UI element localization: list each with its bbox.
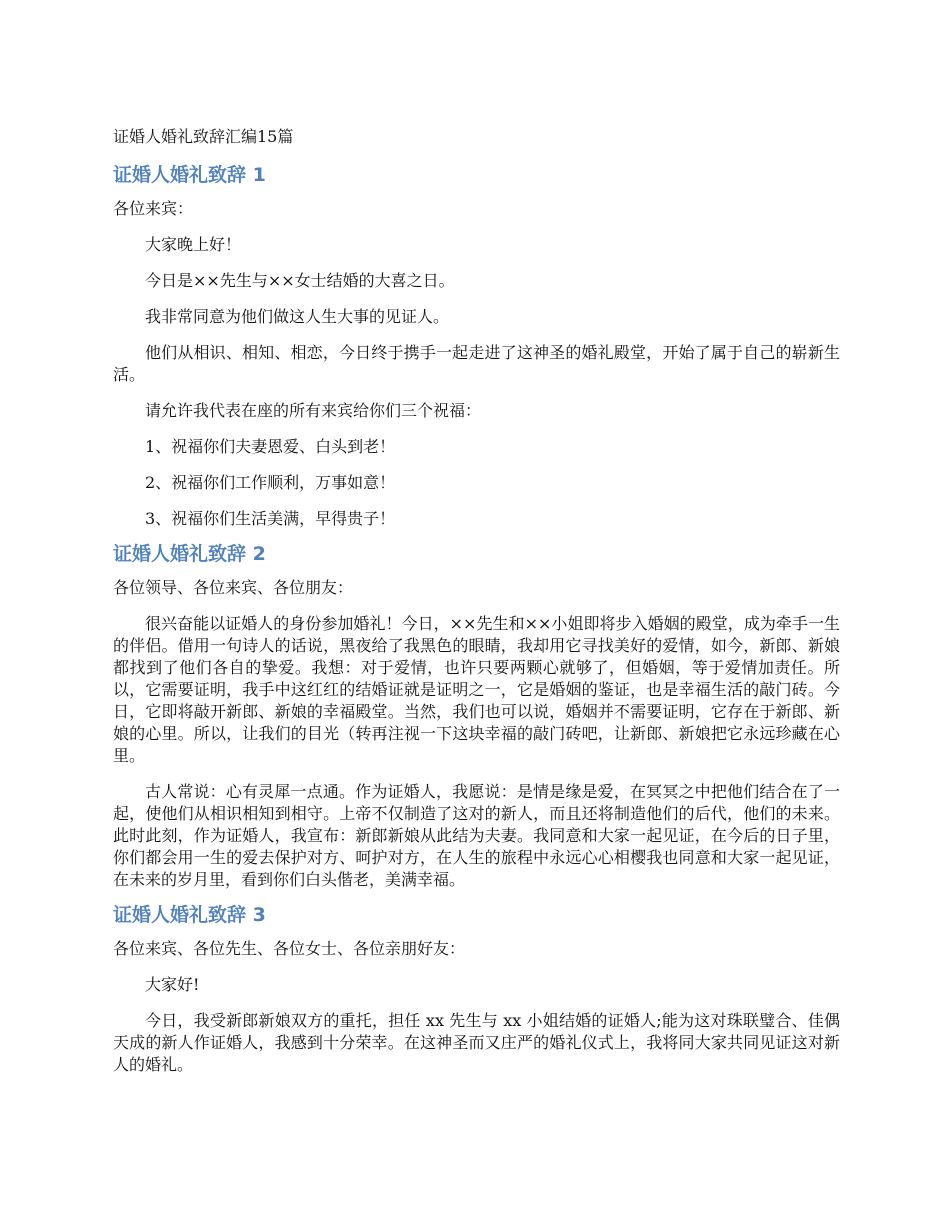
section-2 [113, 540, 840, 891]
document-title: 证婚人婚礼致辞汇编15篇 [113, 127, 294, 146]
salutation: 各位来宾： [113, 199, 194, 218]
paragraph: 他们从相识、相知、相恋，今日终于携手一起走进了这神圣的婚礼殿堂，开始了属于自己的崭新生活。 [113, 343, 840, 384]
section-1 [113, 161, 840, 530]
salutation: 各位来宾、各位先生、各位女士、各位亲朋好友： [113, 939, 466, 958]
blessing-item: 1、祝福你们夫妻恩爱、白头到老！ [145, 437, 396, 456]
section-3 [113, 901, 840, 1076]
paragraph: 很兴奋能以证婚人的身份参加婚礼！今日，××先生和××小姐即将步入婚姻的殿堂，成为牵手一生的伴侣。借用一句诗人的话说，黑夜给了我黑色的眼睛，我却用它寻找美好的爱情，如今，新郎、新娘都找到了他们各自的挚爱。我想：对于爱情，也许只要两颗心就够了，但婚姻，等于爱情加责任。所以，它需要证明，我手中这红红的结婚证就是证明之一，它是婚姻的鉴证，也是幸福生活的敲门砖。今日，它即将敲开新郎、新娘的幸福殿堂。当然，我们也可以说，婚姻并不需要证明，它存在于新郎、新娘的心里。所以，让我们的目光（转再注视一下这块幸福的敲门砖吧，让新郎、新娘把它永远珍藏在心里。 [113, 614, 840, 765]
section-heading: 证婚人婚礼致辞 3 [113, 904, 266, 926]
paragraph: 大家好! [145, 975, 200, 994]
paragraph: 今日，我受新郎新娘双方的重托，担任 xx 先生与 xx 小姐结婚的证婚人;能为这对珠联璧合、佳偶天成的新人作证婚人，我感到十分荣幸。在这神圣而又庄严的婚礼仪式上，我将同大家共同见证这对新人的婚礼。 [113, 1011, 840, 1074]
blessing-item: 3、祝福你们生活美满，早得贵子！ [145, 509, 396, 528]
section-heading: 证婚人婚礼致辞 1 [113, 164, 266, 186]
paragraph: 请允许我代表在座的所有来宾给你们三个祝福： [145, 401, 482, 420]
salutation: 各位领导、各位来宾、各位朋友： [113, 578, 354, 597]
paragraph: 我非常同意为他们做这人生大事的见证人。 [145, 307, 450, 326]
paragraph: 古人常说：心有灵犀一点通。作为证婚人，我愿说：是情是缘是爱，在冥冥之中把他们结合在了一起，使他们从相识相知到相守。上帝不仅制造了这对的新人，而且还将制造他们的后代，他们的未来。此时此刻，作为证婚人，我宣布：新郎新娘从此结为夫妻。我同意和大家一起见证，在今后的日子里，你们都会用一生的爱去保护对方、呵护对方，在人生的旅程中永远心心相樱我也同意和大家一起见证，在未来的岁月里，看到你们白头偕老，美满幸福。 [113, 782, 840, 889]
section-heading: 证婚人婚礼致辞 2 [113, 543, 266, 565]
document-body [113, 124, 840, 1090]
paragraph: 大家晚上好！ [145, 235, 242, 254]
blessing-item: 2、祝福你们工作顺利，万事如意！ [145, 473, 396, 492]
paragraph: 今日是××先生与××女士结婚的大喜之日。 [145, 271, 455, 290]
